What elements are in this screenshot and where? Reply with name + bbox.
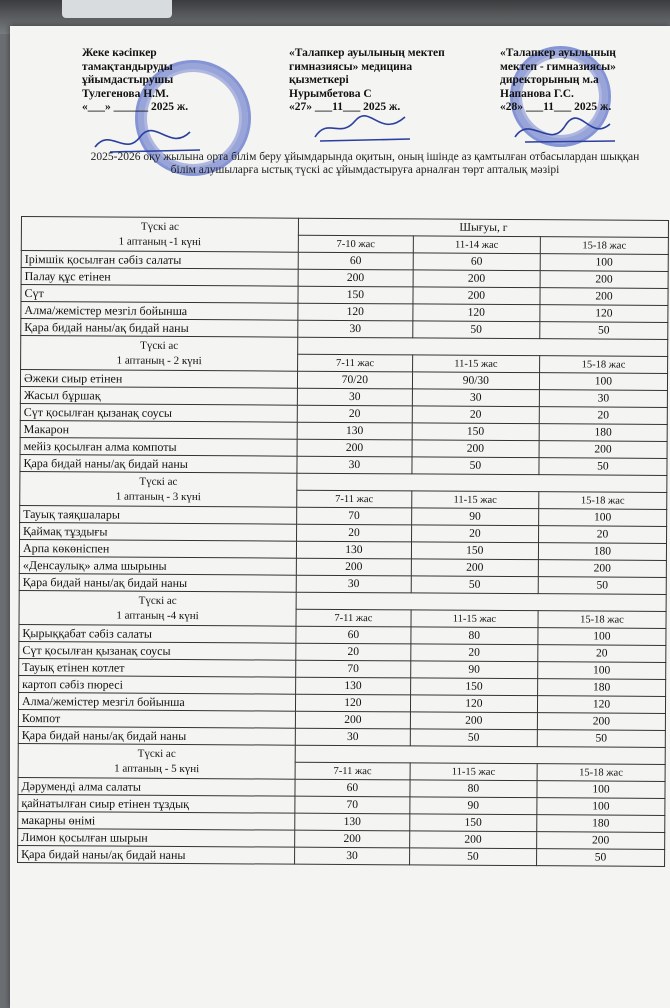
dish-name: Қара бидай наны/ақ бидай наны xyxy=(18,845,295,864)
portion-value: 50 xyxy=(539,458,667,476)
portion-value: 50 xyxy=(410,729,537,747)
portion-value: 130 xyxy=(296,541,411,559)
portion-value: 100 xyxy=(539,509,667,527)
dish-name: Тауық етінен котлет xyxy=(19,658,296,677)
portion-value: 200 xyxy=(413,270,540,288)
portion-value: 200 xyxy=(413,287,540,305)
approval-line: Жеке кәсіпкер xyxy=(82,47,157,59)
dish-name: Тауық таяқшалары xyxy=(20,505,297,524)
portion-value: 50 xyxy=(540,322,668,340)
portion-value: 70 xyxy=(295,796,410,814)
approval-block-director xyxy=(500,47,616,115)
portion-value: 30 xyxy=(297,456,412,474)
portion-value: 20 xyxy=(538,645,666,663)
dish-name: «Денсаулық» алма шырыны xyxy=(19,556,296,575)
dish-name: Сүт қосылған қызанақ соусы xyxy=(20,403,297,422)
dish-name: Қаймақ тұздығы xyxy=(20,522,297,541)
menu-heading: 2025-2026 оқу жылына орта білім беру ұйымдарында оқитын, оның ішінде аз қамтылған отбасылардан шыққан білім алушыларға ыстық түскі ас ұйымдастыруға арналған төрт апталық мәзірі xyxy=(90,151,640,176)
portion-value: 30 xyxy=(298,320,413,338)
portion-value: 70 xyxy=(296,660,411,678)
portion-value: 50 xyxy=(412,457,539,475)
handwritten-signature xyxy=(310,109,420,149)
portion-value: 200 xyxy=(295,830,410,848)
dish-name: Ірімшік қосылған сәбіз салаты xyxy=(21,251,298,270)
portion-value: 120 xyxy=(540,305,668,323)
handwritten-signature xyxy=(510,112,620,152)
portion-value: 200 xyxy=(298,269,413,287)
age-group-cell: 7-11 жас xyxy=(296,609,411,627)
portion-value: 200 xyxy=(296,558,411,576)
day-header-row xyxy=(20,471,667,492)
document-page xyxy=(10,26,670,1008)
age-group-cell: 11-15 жас xyxy=(411,610,538,628)
portion-value: 150 xyxy=(412,423,539,441)
age-group-cell: 7-11 жас xyxy=(298,354,413,372)
age-group-cell: 7-10 жас xyxy=(298,235,413,253)
day-header-row xyxy=(21,336,668,357)
portion-value: 30 xyxy=(295,847,410,865)
age-group-cell: 11-15 жас xyxy=(412,355,539,373)
portion-value: 200 xyxy=(540,271,668,289)
output-header-cell: Шығуы, г xyxy=(298,218,668,237)
approval-line: «Талапкер ауылының xyxy=(500,47,616,59)
portion-value: 60 xyxy=(298,252,413,270)
portion-value: 80 xyxy=(410,780,537,798)
portion-value: 200 xyxy=(295,711,410,729)
portion-value: 50 xyxy=(413,321,540,339)
portion-value: 200 xyxy=(410,712,537,730)
approval-date: «___» ______ 2025 ж. xyxy=(82,101,189,113)
approval-block-entrepreneur xyxy=(82,47,188,115)
approval-line: Тулегенова Н.М. xyxy=(82,87,169,100)
portion-value: 30 xyxy=(539,390,667,408)
meal-label: Түскі ас xyxy=(139,475,178,488)
day-header-cell xyxy=(18,743,295,779)
portion-value: 130 xyxy=(295,813,410,831)
portion-value: 100 xyxy=(540,254,668,272)
day-header-cell xyxy=(21,336,298,372)
portion-value: 130 xyxy=(296,677,411,695)
portion-value: 100 xyxy=(538,662,666,680)
portion-value: 200 xyxy=(539,441,667,459)
age-group-cell: 15-18 жас xyxy=(539,492,667,510)
age-group-cell: 7-11 жас xyxy=(295,762,410,780)
portion-value: 90/30 xyxy=(412,372,539,390)
portion-value: 120 xyxy=(410,695,537,713)
approval-line: Напанова Г.С. xyxy=(500,87,574,100)
portion-value: 50 xyxy=(409,848,536,866)
approval-line: тамақтандыруды xyxy=(82,60,173,73)
portion-value: 30 xyxy=(297,388,412,406)
day-header-row xyxy=(18,743,665,764)
portion-value: 90 xyxy=(410,661,537,679)
portion-value: 200 xyxy=(409,831,536,849)
approval-line: қызметкері xyxy=(289,74,349,86)
approval-line: директорының м.а xyxy=(500,74,599,86)
approval-line: гимназиясы» медицина xyxy=(289,60,413,73)
day-header-row xyxy=(21,217,668,238)
portion-value: 60 xyxy=(413,253,540,271)
day-label: 1 аптаның - 2 күні xyxy=(116,354,202,367)
portion-value: 20 xyxy=(296,643,411,661)
portion-value: 200 xyxy=(537,713,665,731)
dish-name: қайнатылған сиыр етінен тұздық xyxy=(18,794,295,813)
portion-value: 120 xyxy=(295,694,410,712)
dish-name: Арпа көкөніспен xyxy=(19,539,296,558)
background-object xyxy=(62,0,172,18)
portion-value: 20 xyxy=(411,644,538,662)
approval-date: «28» ___11___ 2025 ж. xyxy=(500,101,612,113)
portion-value: 200 xyxy=(411,559,538,577)
approval-date: «27» ___11___ 2025 ж. xyxy=(289,101,401,113)
portion-value: 50 xyxy=(537,730,665,748)
portion-value: 200 xyxy=(537,832,665,850)
portion-value: 150 xyxy=(411,542,538,560)
dish-name: Алма/жемістер мезгіл бойынша xyxy=(18,692,295,711)
meal-label: Түскі ас xyxy=(140,339,179,352)
age-group-cell: 7-11 жас xyxy=(297,490,412,508)
day-header-cell xyxy=(21,217,298,253)
portion-value: 80 xyxy=(411,627,538,645)
dish-name: картоп сәбіз пюресі xyxy=(19,675,296,694)
portion-value: 20 xyxy=(538,526,666,544)
portion-value: 120 xyxy=(537,696,665,714)
portion-value: 200 xyxy=(297,439,412,457)
approval-line: ұйымдастырушы xyxy=(82,74,174,86)
portion-value: 20 xyxy=(297,405,412,423)
portion-value: 150 xyxy=(298,286,413,304)
day-header-cell xyxy=(20,471,297,507)
approval-block-medic xyxy=(289,47,445,115)
portion-value: 200 xyxy=(412,440,539,458)
age-group-cell: 11-14 жас xyxy=(413,236,540,254)
meal-label: Түскі ас xyxy=(138,594,177,607)
dish-name: Дәруменді алма салаты xyxy=(18,777,295,796)
portion-value: 20 xyxy=(411,525,538,543)
approval-line: «Талапкер ауылының мектеп xyxy=(289,47,445,59)
dish-name: Лимон қосылған шырын xyxy=(18,828,295,847)
day-label: 1 аптаның - 5 күні xyxy=(114,762,200,775)
meal-label: Түскі ас xyxy=(140,220,179,233)
portion-value: 200 xyxy=(540,288,668,306)
portion-value: 120 xyxy=(298,303,413,321)
day-label: 1 аптаның -4 күні xyxy=(116,609,199,622)
age-group-cell: 11-15 жас xyxy=(410,763,537,781)
portion-value: 50 xyxy=(411,576,538,594)
portion-value: 130 xyxy=(297,422,412,440)
portion-value: 30 xyxy=(295,728,410,746)
portion-value: 30 xyxy=(412,389,539,407)
dish-name: Қара бидай наны/ақ бидай наны xyxy=(21,319,298,338)
dish-name: Қырыққабат сәбіз салаты xyxy=(19,624,296,643)
portion-value: 150 xyxy=(410,678,537,696)
portion-value: 200 xyxy=(538,560,666,578)
dish-name: Палау құс етінен xyxy=(21,268,298,287)
day-label: 1 аптаның - 3 күні xyxy=(115,490,201,503)
portion-value: 20 xyxy=(412,406,539,424)
portion-value: 100 xyxy=(537,781,665,799)
dish-name: макарны өнімі xyxy=(18,811,295,830)
dish-name: Қара бидай наны/ақ бидай наны xyxy=(19,573,296,592)
portion-value: 60 xyxy=(296,626,411,644)
portion-value: 20 xyxy=(297,524,412,542)
table-row xyxy=(18,845,665,866)
day-header-row xyxy=(19,590,666,611)
portion-value: 180 xyxy=(537,679,665,697)
portion-value: 120 xyxy=(413,304,540,322)
approval-line: мектеп - гимназиясы» xyxy=(500,60,616,73)
portion-value: 30 xyxy=(296,575,411,593)
dish-name: Әжеки сиыр етінен xyxy=(20,370,297,389)
day-label: 1 аптаның -1 күні xyxy=(118,235,202,248)
age-group-cell: 11-15 жас xyxy=(412,491,539,509)
portion-value: 100 xyxy=(539,373,667,391)
approval-line: Нурымбетова С xyxy=(289,87,372,100)
dish-name: Қара бидай наны/ақ бидай наны xyxy=(18,726,295,745)
age-group-cell: 15-18 жас xyxy=(540,237,668,255)
dish-name: Сүт қосылған қызанақ соусы xyxy=(19,641,296,660)
dish-name: Қара бидай наны/ақ бидай наны xyxy=(20,454,297,473)
portion-value: 100 xyxy=(537,798,665,816)
portion-value: 180 xyxy=(538,543,666,561)
menu-table xyxy=(17,216,669,867)
dish-name: Алма/жемістер мезгіл бойынша xyxy=(21,302,298,321)
portion-value: 100 xyxy=(538,628,666,646)
portion-value: 150 xyxy=(410,814,537,832)
portion-value: 50 xyxy=(536,849,664,867)
portion-value: 60 xyxy=(295,779,410,797)
dish-name: мейіз қосылған алма компоты xyxy=(20,437,297,456)
age-group-cell: 15-18 жас xyxy=(539,356,667,374)
portion-value: 50 xyxy=(538,577,666,595)
meal-label: Түскі ас xyxy=(137,747,176,760)
dish-name: Сүт xyxy=(21,285,298,304)
dish-name: Жасыл бұршақ xyxy=(20,386,297,405)
age-group-cell: 15-18 жас xyxy=(537,764,665,782)
portion-value: 180 xyxy=(539,424,667,442)
dish-name: Макарон xyxy=(20,420,297,439)
dish-name: Компот xyxy=(18,709,295,728)
portion-value: 20 xyxy=(539,407,667,425)
portion-value: 70 xyxy=(297,507,412,525)
portion-value: 90 xyxy=(410,797,537,815)
day-header-cell xyxy=(19,590,296,626)
portion-value: 180 xyxy=(537,815,665,833)
portion-value: 90 xyxy=(411,508,538,526)
portion-value: 70/20 xyxy=(297,371,412,389)
age-group-cell: 15-18 жас xyxy=(538,611,666,629)
